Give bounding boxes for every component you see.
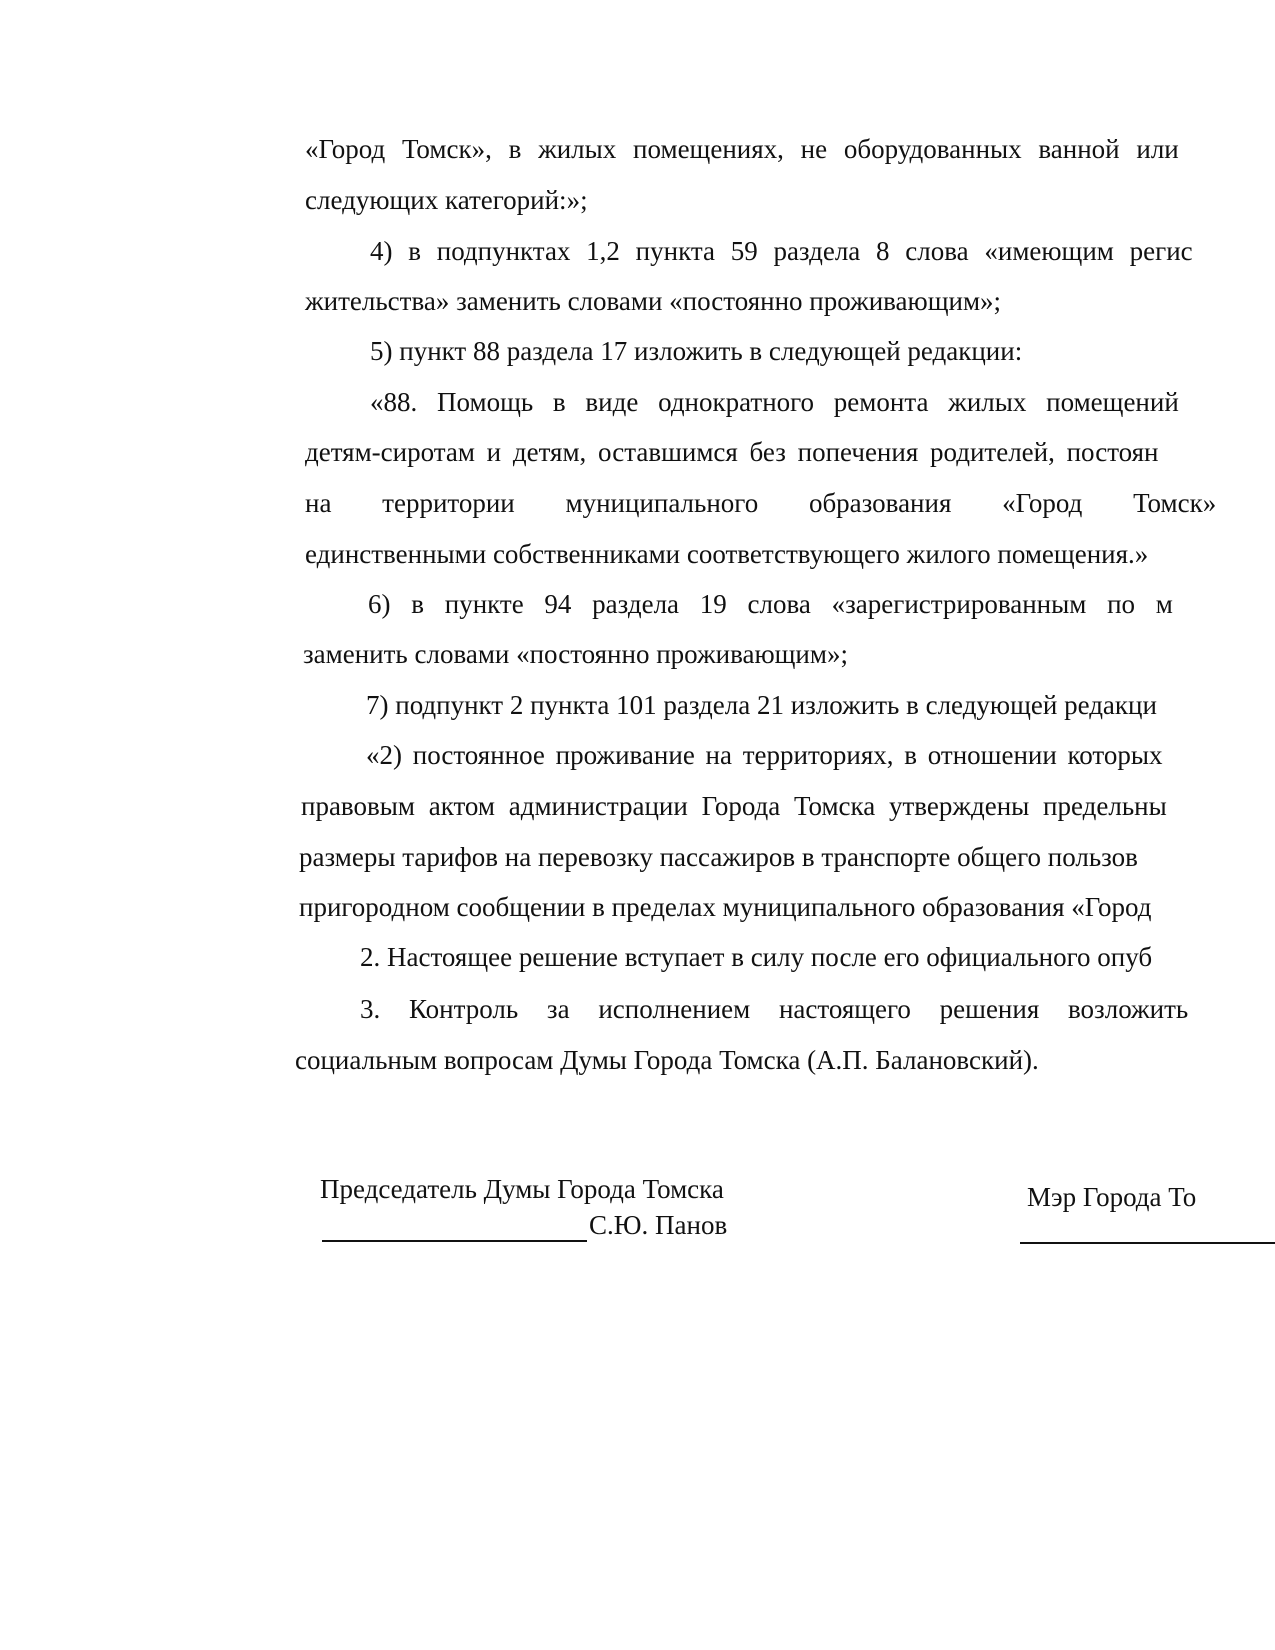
- text-line-7: детям-сиротам и детям, оставшимся без попечения родителей, постоян: [305, 437, 1159, 467]
- text-line-6: «88. Помощь в виде однократного ремонта жилых помещений: [370, 387, 1179, 417]
- text-line-17: 2. Настоящее решение вступает в силу после его официального опуб: [360, 942, 1153, 972]
- chairman-name: С.Ю. Панов: [589, 1210, 728, 1240]
- text-line-16: пригородном сообщении в пределах муниципального образования «Город: [299, 892, 1152, 922]
- text-line-18: 3. Контроль за исполнением настоящего решения возложить: [360, 994, 1189, 1024]
- text-line-9: единственными собственниками соответствующего жилого помещения.»: [305, 539, 1149, 569]
- text-line-15: размеры тарифов на перевозку пассажиров в транспорте общего пользов: [299, 842, 1138, 872]
- text-line-3: 4) в подпунктах 1,2 пункта 59 раздела 8 слова «имеющим регис: [370, 236, 1193, 266]
- chairman-signature-line: [322, 1214, 587, 1242]
- text-line-4: жительства» заменить словами «постоянно проживающим»;: [305, 286, 1002, 316]
- text-line-8: на территории муниципального образования «Город Томск»: [305, 488, 1217, 518]
- text-line-5: 5) пункт 88 раздела 17 изложить в следующей редакции:: [370, 336, 1023, 366]
- text-line-14: правовым актом администрации Города Томска утверждены предельны: [301, 791, 1167, 821]
- chairman-title: Председатель Думы Города Томска: [320, 1174, 724, 1204]
- text-line-11: заменить словами «постоянно проживающим»;: [303, 639, 848, 669]
- mayor-title: Мэр Города То: [1027, 1182, 1197, 1212]
- text-line-10: 6) в пункте 94 раздела 19 слова «зарегистрированным по м: [368, 589, 1173, 619]
- text-line-1: «Город Томск», в жилых помещениях, не оборудованных ванной или: [305, 134, 1179, 164]
- text-line-19: социальным вопросам Думы Города Томска (А.П. Балановский).: [295, 1045, 1039, 1075]
- chairman-signature-row: [322, 1208, 727, 1242]
- mayor-signature-line: [1020, 1242, 1275, 1244]
- text-line-13: «2) постоянное проживание на территориях, в отношении которых: [366, 740, 1163, 770]
- text-line-2: следующих категорий:»;: [305, 185, 588, 215]
- text-line-12: 7) подпункт 2 пункта 101 раздела 21 изложить в следующей редакци: [366, 690, 1157, 720]
